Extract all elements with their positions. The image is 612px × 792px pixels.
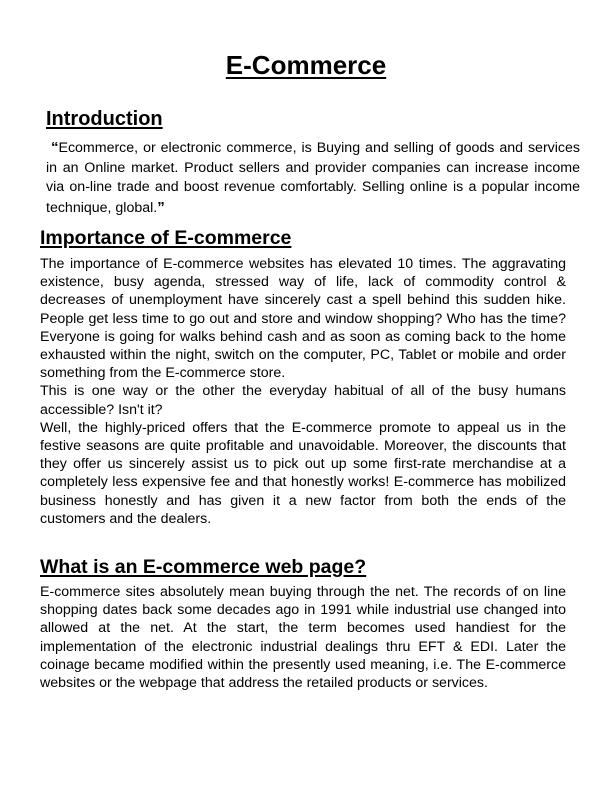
- importance-paragraph-1: The importance of E-commerce websites has elevated 10 times. The aggravating existence, busy agenda, stressed way of life, lack of commodity control & decreases of unemployment have sincerely cast a spell behind this sudden hike. People get less time to go out and store and window shopping? Who has the time? Everyone is going for walks behind cash and as soon as coming back to the home exhausted within the night, switch on the computer, PC, Tablet or mobile and order something from the E-commerce store.: [40, 256, 566, 382]
- importance-section: [40, 255, 566, 528]
- introduction-heading: Introduction: [46, 108, 163, 130]
- what-is-section: [40, 583, 566, 692]
- what-is-paragraph-1: E-commerce sites absolutely mean buying through the net. The records of on line shopping dates back some decades ago in 1991 while industrial use changed into allowed at the net. At the start, the term becomes used handiest for the implementation of the electronic industrial dealings thru EFT & EDI. Later the coinage became modified within the presently used meaning, i.e. The E-commerce websites or the webpage that address the retailed products or services.: [40, 584, 566, 692]
- what-is-heading: What is an E-commerce web page?: [40, 556, 367, 578]
- open-quote-mark: “: [50, 139, 59, 156]
- page-title: E-Commerce: [225, 50, 387, 80]
- introduction-text: Ecommerce, or electronic commerce, is Buying and selling of goods and services in an Online market. Product sellers and provider companies can increase income via on-line trade and boost revenue comfortably. Selling online is a popular income technique, global.: [46, 140, 580, 216]
- importance-paragraph-3: Well, the highly-priced offers that the E-commerce promote to appeal us in the festive seasons are quite profitable and unavoidable. Moreover, the discounts that they offer us sincerely assist us to pick out up some first-rate merchandise at a completely less expensive fee and that honestly works! E-commerce has mobilized business honestly and has given it a new factor from both the ends of the customers and the dealers.: [40, 419, 566, 527]
- importance-heading: Importance of E-commerce: [40, 227, 292, 249]
- importance-paragraph-2: This is one way or the other the everyday habitual of all of the busy humans accessible? Isn't it?: [40, 383, 566, 418]
- introduction-paragraph: [46, 138, 580, 218]
- close-quote-mark: ”: [157, 198, 165, 216]
